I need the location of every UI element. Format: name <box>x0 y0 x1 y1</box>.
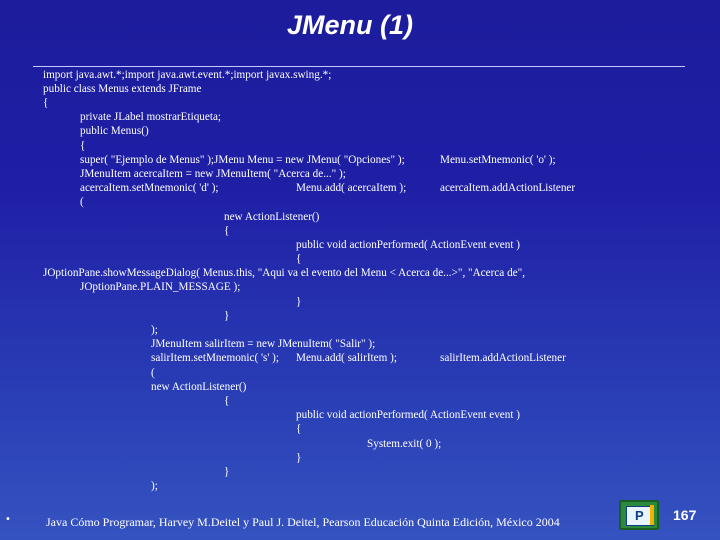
code-line: public void actionPerformed( ActionEvent event ) <box>296 409 520 421</box>
code-line: salirItem.setMnemonic( 's' ); <box>151 352 279 364</box>
code-line: JMenuItem acercaItem = new JMenuItem( "Acerca de..." ); <box>80 168 346 180</box>
code-line: ); <box>151 480 158 492</box>
page-number: 167 <box>673 507 697 523</box>
footer-bullet: • <box>5 514 11 525</box>
publisher-logo-icon: P <box>619 500 659 530</box>
footer-citation: Java Cómo Programar, Harvey M.Deitel y Paul J. Deitel, Pearson Educación Quinta Edición, México 2004 <box>46 515 560 529</box>
code-line: } <box>224 466 230 478</box>
code-line: private JLabel mostrarEtiqueta; <box>80 111 222 123</box>
slide-title: JMenu (1) <box>286 10 413 40</box>
code-line: { <box>224 225 230 237</box>
code-line: import java.awt.*;import java.awt.event.*;import javax.swing.*; <box>43 69 332 81</box>
code-line: JOptionPane.showMessageDialog( Menus.this, "Aqui va el evento del Menu < Acerca de...>", "Acerca de", <box>43 267 525 279</box>
code-line: new ActionListener() <box>224 211 320 223</box>
code-line: } <box>224 310 230 322</box>
code-line: public Menus() <box>80 125 149 137</box>
code-line: { <box>43 97 49 109</box>
code-line: Menu.add( acercaItem ); <box>296 182 407 194</box>
code-line: super( "Ejemplo de Menus" );JMenu Menu = new JMenu( "Opciones" ); <box>80 154 405 166</box>
code-line: public class Menus extends JFrame <box>43 83 202 95</box>
code-line: { <box>296 423 302 435</box>
code-line: new ActionListener() <box>151 381 247 393</box>
code-line: acercaItem.addActionListener <box>440 182 576 194</box>
code-line: { <box>296 253 302 265</box>
code-line: JOptionPane.PLAIN_MESSAGE ); <box>80 281 241 293</box>
code-line: ); <box>151 324 158 336</box>
code-line: Menu.add( salirItem ); <box>296 352 397 364</box>
code-line: public void actionPerformed( ActionEvent event ) <box>296 239 520 251</box>
code-line: acercaItem.setMnemonic( 'd' ); <box>80 182 219 194</box>
code-line: ( <box>151 367 155 379</box>
code-line: salirItem.addActionListener <box>440 352 566 364</box>
code-line: { <box>224 395 230 407</box>
code-line: Menu.setMnemonic( 'o' ); <box>440 154 556 166</box>
code-line: } <box>296 296 302 308</box>
code-line: } <box>296 452 302 464</box>
code-line: System.exit( 0 ); <box>367 438 442 450</box>
code-line: ( <box>80 196 84 208</box>
code-line: { <box>80 140 86 152</box>
code-line: JMenuItem salirItem = new JMenuItem( "Salir" ); <box>151 338 376 350</box>
